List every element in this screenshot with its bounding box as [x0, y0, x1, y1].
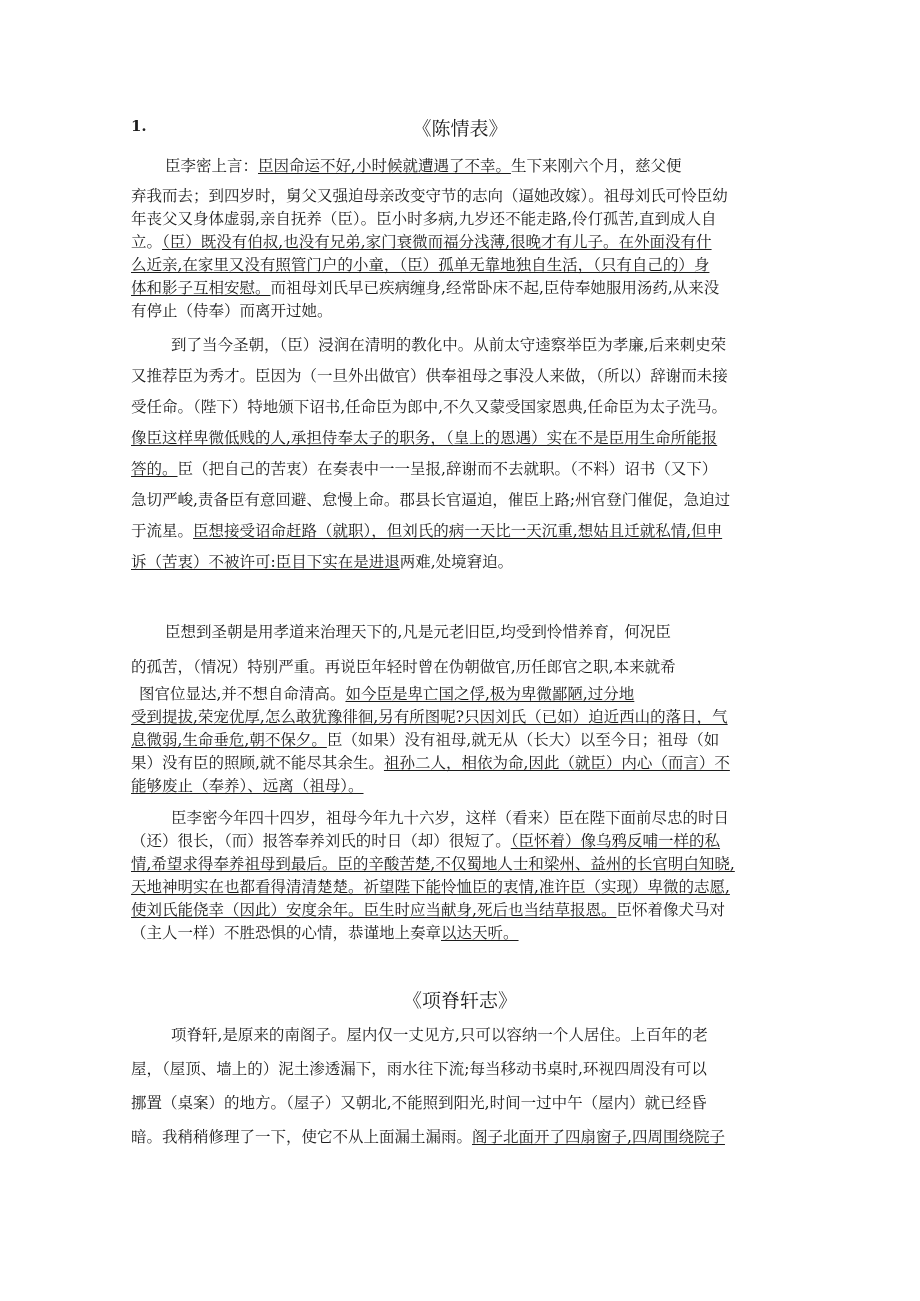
underlined-text: （臣）既没有伯叔,也没有兄弟,家门衰微而福分浅薄,很晚才有儿子。在外面没有什	[162, 233, 712, 251]
text-line	[131, 752, 796, 775]
text-segment: 图官位显达,并不想自命清高。	[139, 685, 346, 703]
text-segment: 臣李密今年四十四岁，祖母今年九十六岁，这样（看来）臣在陛下面前尽忠的时日	[171, 809, 730, 827]
text-segment: 又推荐臣为秀才。臣因为（一旦外出做官）供奉祖母之事没人来做，（所以）辞谢而未接	[131, 367, 728, 385]
underlined-text: 情,希望求得奉养祖母到最后。臣的辛酸苦楚,不仅蜀地人士和梁州、益州的长官明白知晓,	[131, 855, 735, 873]
text-line	[131, 807, 796, 830]
text-segment: 项脊轩,是原来的南阁子。屋内仅一丈见方,只可以容纳一个人居住。上百年的老	[171, 1026, 708, 1044]
text-segment: 于流星。	[131, 522, 194, 540]
paragraph-4	[131, 807, 796, 945]
text-line	[131, 300, 796, 323]
text-line	[131, 547, 796, 578]
text-segment: 立。	[131, 233, 163, 251]
underlined-text: 臣因命运不好,小时候就遭遇了不幸。	[258, 157, 511, 175]
text-segment: 弃我而去；到四岁时，舅父又强迫母亲改变守节的志向（逼她改嫁）。祖母刘氏可怜臣幼	[131, 187, 728, 205]
text-line	[131, 853, 796, 876]
text-segment: 受任命。（陛下）特地颁下诏书,任命臣为郎中,不久又蒙受国家恩典,任命臣为太子洗马。	[131, 398, 728, 416]
essay-2-body	[131, 1018, 796, 1154]
text-segment: 暗。我稍稍修理了一下，使它不从上面漏土漏雨。	[131, 1128, 473, 1146]
text-line	[131, 485, 796, 516]
text-line	[131, 899, 796, 922]
text-segment: 而祖母刘氏早已疾病缠身,经常卧床不起,臣侍奉她服用汤药,从来没	[270, 279, 720, 297]
text-line	[131, 361, 796, 392]
text-line	[131, 277, 796, 300]
text-line	[131, 254, 796, 277]
text-line	[131, 830, 796, 853]
paragraph-3-body	[131, 683, 796, 798]
text-line	[131, 1086, 796, 1120]
underlined-text: 诉（苦衷）不被许可:臣目下实在是进退	[131, 553, 400, 571]
text-segment: 果）没有臣的照顾,就不能尽其余生。	[131, 754, 384, 772]
underlined-text: 么近亲,在家里又没有照管门户的小童，（臣）孤单无靠地独自生活，（只有自己的）身	[131, 256, 710, 274]
essay-title-chenqingbiao: 《陈情表》	[412, 118, 508, 140]
underlined-text: 臣想接受诏命赶路（就职），但刘氏的病一天比一天沉重,想姑且迁就私情,但申	[193, 522, 723, 540]
underlined-text: 祖孙二人，相依为命,因此（就臣）内心（而言）不	[383, 754, 730, 772]
underlined-text: 使刘氏能侥幸（因此）安度余年。	[131, 901, 364, 919]
underlined-text: 能够废止（奉养）、远离（祖母）。	[131, 777, 364, 795]
text-line	[131, 618, 796, 646]
underlined-text: 如今臣是卑	[345, 685, 423, 703]
text-segment: （还）很长，（而）报答奉养刘氏的时日（却）很短了。	[131, 832, 511, 850]
text-line	[131, 185, 796, 208]
text-line	[131, 454, 796, 485]
text-segment: 屋，（屋顶、墙上的）泥土渗透漏下，雨水往下流;每当移动书桌时,环视四周没有可以	[131, 1060, 707, 1078]
text-line	[131, 152, 796, 180]
item-number: 1.	[131, 117, 147, 135]
underlined-text: 阁子北面开了四扇窗子,四周围绕院子	[472, 1128, 725, 1146]
text-segment: 的孤苦，（情况）特别严重。再说臣年轻时曾在伪朝做官,历任郎官之职,本来就希	[131, 658, 676, 676]
text-segment: 臣（把自己的苦衷）在奏表中一一呈报,辞谢而不去就职。（不料）诏书（又下）	[177, 460, 718, 478]
text-line	[131, 729, 796, 752]
paragraph-3-second-line	[131, 654, 796, 680]
paragraph-2	[131, 330, 796, 578]
text-line	[131, 683, 796, 706]
underlined-text: 体和影子互相安慰。	[131, 279, 271, 297]
text-line	[131, 876, 796, 899]
text-line	[131, 231, 796, 254]
text-segment: 臣想到圣朝是用孝道来治理天下的,凡是元老旧臣,均受到怜惜养育，何况臣	[165, 623, 671, 641]
text-line	[131, 208, 796, 231]
text-line	[131, 330, 796, 361]
text-line	[131, 392, 796, 423]
underlined-text: 以达天听。	[441, 924, 519, 942]
underlined-text: 像臣这样卑微低贱的人,承担侍奉太子的职务，（皇上的恩遇）实在不是臣用生命所能报	[131, 429, 718, 447]
text-segment: 两难,处境窘迫。	[399, 553, 514, 571]
text-segment: 臣李密上言：	[165, 157, 259, 175]
text-segment: 挪置（桌案）的地方。（屋子）又朝北,不能照到阳光,时间一过中午（屋内）就已经昏	[131, 1094, 707, 1112]
underlined-text: 天地神明实在也都看得清清楚楚。	[131, 878, 364, 896]
underlined-text: 答的。	[131, 460, 178, 478]
paragraph-1-first-line	[131, 152, 796, 180]
text-line	[131, 423, 796, 454]
paragraph-1-body	[131, 185, 796, 323]
text-segment: 到了当今圣朝，（臣）浸润在清明的教化中。从前太守逵察举臣为孝廉,后来刺史荣	[171, 336, 727, 354]
text-segment: 急切严峻,责备臣有意回避、怠慢上命。郡县长官逼迫，催臣上路;州官登门催促，急迫过	[131, 491, 731, 509]
underlined-text: 亡国之俘,极为卑微鄙陋,过分地	[422, 685, 635, 703]
text-line	[131, 922, 796, 945]
text-line	[131, 1018, 796, 1052]
text-segment: （主人一样）不胜恐惧的心情，恭谨地上奏章	[131, 924, 442, 942]
essay-title-xiangjixuanzhi: 《项脊轩志》	[402, 990, 517, 1012]
underlined-text: 祈望陛下能怜恤臣的衷情,准许臣（实现）卑微的志愿,	[363, 878, 730, 896]
paragraph-3-first-line	[131, 618, 796, 646]
text-segment: 臣怀着像犬马对	[616, 901, 725, 919]
text-segment: 臣（如果）没有祖母,就无从（长大）以至今日；祖母（如	[326, 731, 720, 749]
underlined-text: 受到提拔,荣宠优厚,怎么敢犹豫徘徊,另有所图呢?只因刘氏（已如）迫近西山的落日，气	[131, 708, 728, 726]
underlined-text: （臣怀着）像乌鸦反哺一样的私	[510, 832, 721, 850]
underlined-text: 息微弱,生命垂危,朝不保夕。	[131, 731, 327, 749]
text-line	[131, 516, 796, 547]
text-segment: 年丧父又身体虚弱,亲自抚养（臣）。臣小时多病,九岁还不能走路,伶仃孤苦,直到成人自	[131, 210, 717, 228]
text-line	[131, 1120, 796, 1154]
text-line	[131, 775, 796, 798]
text-line	[131, 1052, 796, 1086]
text-segment: 生下来刚六个月，慈父便	[510, 157, 682, 175]
text-segment: 有停止（侍奉）而离开过她。	[131, 302, 333, 320]
underlined-text: 臣生时应当献身,死后也当结草报恩。	[363, 901, 617, 919]
text-line	[131, 654, 796, 680]
text-line	[131, 706, 796, 729]
